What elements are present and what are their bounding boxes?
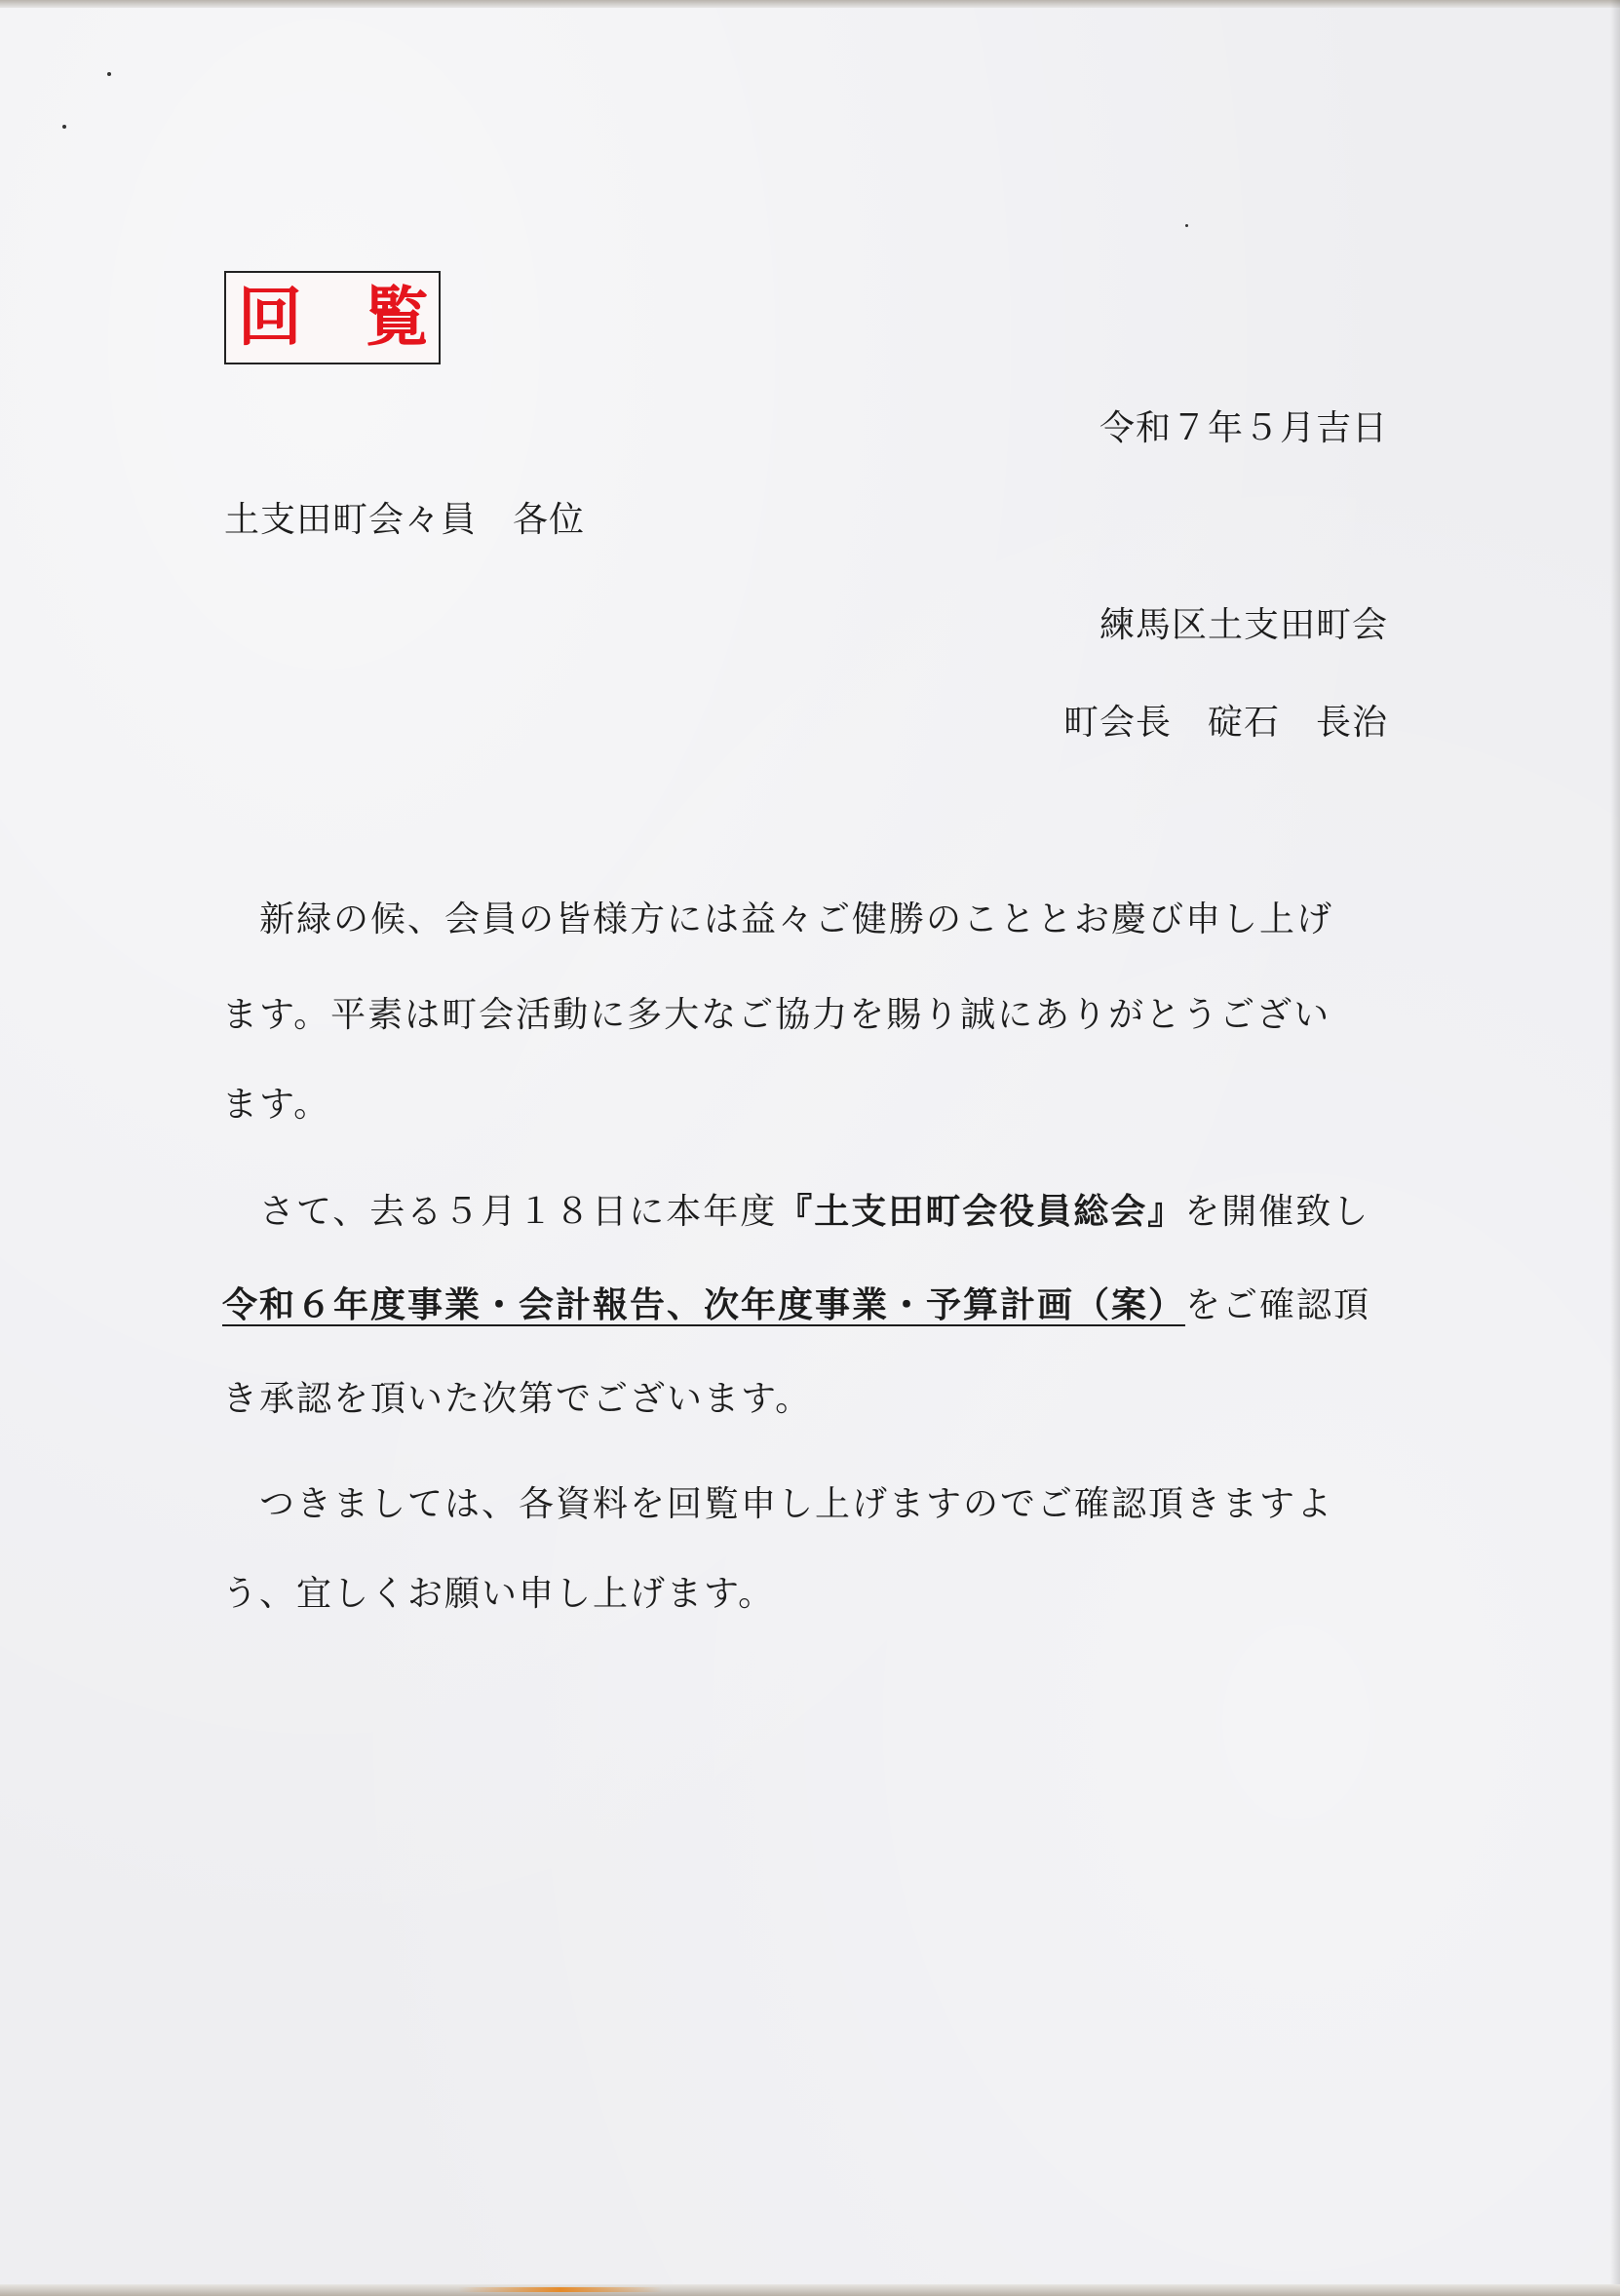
body-paragraph-2-line-3: き承認を頂いた次第でございます。	[222, 1379, 813, 1419]
stamp-char-ran: 覧	[365, 280, 429, 355]
meeting-intro-tail: を開催致し	[1184, 1192, 1370, 1232]
paper-speck	[1185, 224, 1188, 227]
body-paragraph-2-line-2	[222, 1284, 1382, 1327]
bottom-edge-mark	[458, 2287, 663, 2292]
paper-speck	[107, 72, 111, 76]
stamp-char-kai: 回	[238, 280, 302, 355]
body-paragraph-3-line-1: つきましては、各資料を回覧申し上げますのでご確認頂きますよ	[222, 1484, 1334, 1524]
meeting-intro-text: さて、去る５月１８日に本年度	[222, 1192, 778, 1232]
document-date: 令和７年５月吉日	[1099, 408, 1388, 448]
body-paragraph-1-line-1: 新緑の候、会員の皆様方には益々ご健勝のこととお慶び申し上げ	[222, 899, 1334, 939]
bottom-edge	[0, 2284, 1620, 2296]
meeting-title: 『土支田町会役員総会』	[777, 1192, 1185, 1232]
recipient-line: 土支田町会々員 各位	[224, 500, 586, 540]
paper-speck	[62, 125, 66, 129]
sender-name: 町会長 碇石 長治	[1062, 703, 1388, 743]
right-edge-shadow	[1610, 0, 1620, 2296]
circular-stamp	[224, 271, 441, 364]
body-paragraph-1-line-2: ます。平素は町会活動に多大なご協力を賜り誠にありがとうござい	[222, 995, 1331, 1035]
sender-organization: 練馬区土支田町会	[1099, 605, 1388, 645]
confirmation-text: をご確認頂	[1185, 1285, 1371, 1325]
top-edge	[0, 0, 1620, 8]
body-paragraph-1-line-3: ます。	[222, 1085, 331, 1125]
body-paragraph-3-line-2: う、宜しくお願い申し上げます。	[222, 1574, 776, 1614]
body-paragraph-2-line-1	[222, 1191, 1382, 1234]
report-items-emphasis: 令和６年度事業・会計報告、次年度事業・予算計画（案）	[222, 1285, 1186, 1325]
